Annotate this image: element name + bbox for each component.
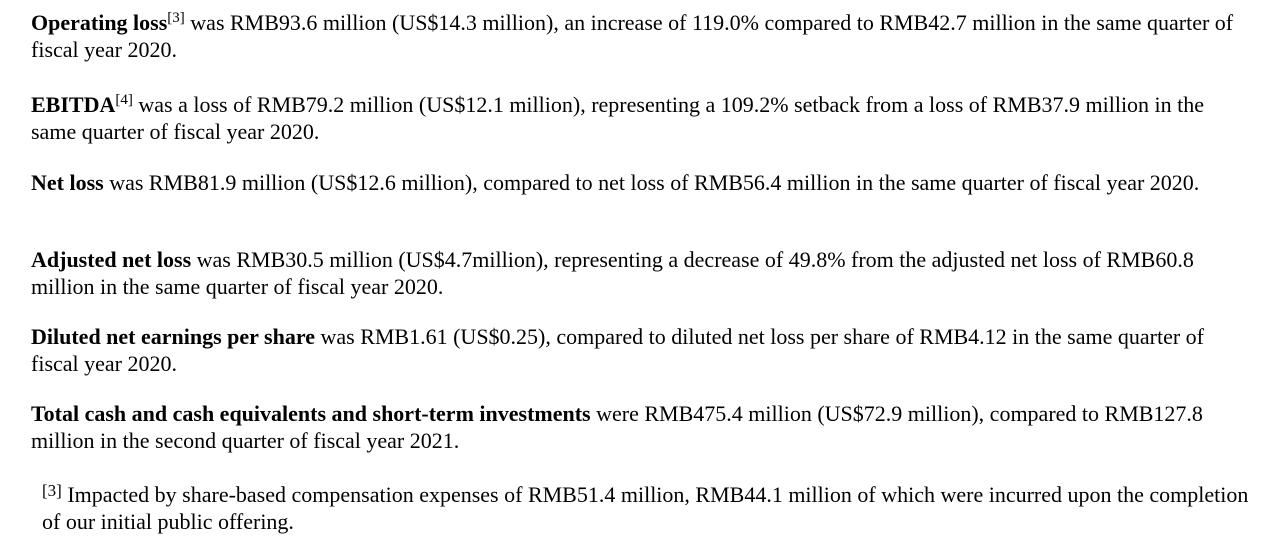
footnote-text: Impacted by share-based compensation expenses of RMB51.4 million, RMB44.1 million of which were incurred upon the completion of our initial public offering. — [42, 482, 1249, 534]
term-diluted-eps: Diluted net earnings per share — [31, 324, 315, 349]
paragraph-text: was RMB81.9 million (US$12.6 million), compared to net loss of RMB56.4 million in the same quarter of fiscal year 2020. — [103, 170, 1200, 195]
paragraph-total-cash — [31, 400, 1246, 454]
paragraph-text: was RMB93.6 million (US$14.3 million), an increase of 119.0% compared to RMB42.7 million in the same quarter of fiscal year 2020. — [31, 10, 1234, 62]
footnote-mark: [3] — [42, 481, 62, 500]
paragraph-text: were RMB475.4 million (US$72.9 million), compared to RMB127.8 million in the second quarter of fiscal year 2021. — [31, 401, 1203, 453]
term-net-loss: Net loss — [31, 170, 104, 195]
paragraph-operating-loss — [31, 9, 1246, 63]
footnote-3 — [42, 481, 1252, 535]
term-adjusted-net-loss: Adjusted net loss — [31, 247, 192, 272]
paragraph-text: was RMB30.5 million (US$4.7million), representing a decrease of 49.8% from the adjusted net loss of RMB60.8 million in the same quarter of fiscal year 2020. — [31, 247, 1194, 299]
paragraph-diluted-eps — [31, 323, 1246, 377]
term-total-cash: Total cash and cash equivalents and short-term investments — [31, 401, 591, 426]
term-ebitda: EBITDA — [31, 92, 116, 117]
paragraph-text: was RMB1.61 (US$0.25), compared to diluted net loss per share of RMB4.12 in the same quarter of fiscal year 2020. — [31, 324, 1204, 376]
paragraph-text: was a loss of RMB79.2 million (US$12.1 million), representing a 109.2% setback from a loss of RMB37.9 million in the same quarter of fiscal year 2020. — [31, 92, 1205, 144]
paragraph-net-loss — [31, 169, 1246, 196]
paragraph-adjusted-net-loss — [31, 246, 1246, 300]
footnote-ref-3: [3] — [167, 10, 185, 26]
paragraph-ebitda — [31, 91, 1246, 145]
term-operating-loss: Operating loss — [31, 10, 168, 35]
footnote-ref-4: [4] — [115, 92, 133, 108]
